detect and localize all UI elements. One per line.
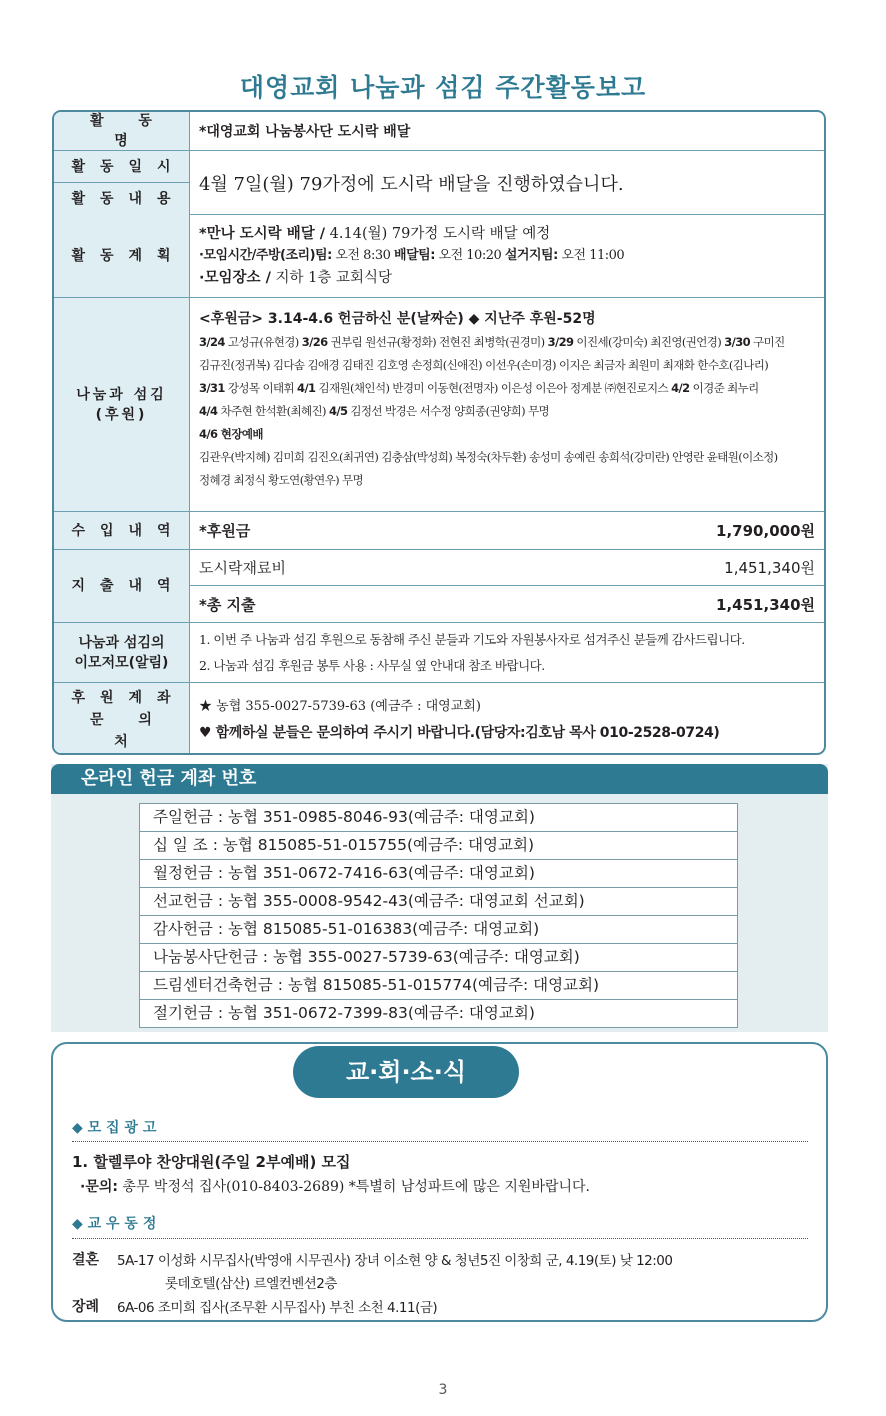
donors-header: <후원금> 3.14-4.6 헌금하신 분(날짜순) ◆ 지난주 후원-52명 <box>199 311 596 327</box>
plan-place-text: 지하 1층 교회식당 <box>270 270 392 286</box>
donor-names: 이진세(강미숙) 최진영(권언경) <box>573 335 725 349</box>
expense-total-amount: 1,451,340원 <box>716 596 815 614</box>
plan-delivery-label: 배달팀: <box>394 248 435 263</box>
activity-date-label: 활동일시 <box>54 151 190 183</box>
plan-line1-bold: *만나 도시락 배달 / <box>199 226 326 242</box>
account-item: 나눔봉사단헌금 : 농협 355-0027-5739-63(예금주: 대영교회) <box>140 944 737 972</box>
donor-names: 김재원(채인석) 반경미 이동현(전명자) 이은성 이은아 정계분 ㈜현진로지스 <box>315 381 672 395</box>
account-content <box>190 683 824 755</box>
page-number: 3 <box>438 1382 448 1398</box>
donor-names: 차주현 한석환(최혜진) <box>217 404 329 418</box>
donor-date: 4/1 <box>297 381 316 395</box>
activity-plan-value <box>190 215 824 297</box>
sharing-label-line1: 나눔과 섬김 <box>76 386 167 403</box>
donors-content <box>190 298 824 511</box>
activity-plan-label: 활동계획 <box>54 215 190 297</box>
notice-row <box>54 623 824 683</box>
notice-label <box>54 623 190 682</box>
donor-names: 김정선 박경은 서수정 양희종(권양희) 무명 <box>347 404 550 418</box>
online-offering-heading: 온라인 헌금 계좌 번호 <box>51 764 828 794</box>
section-divider <box>72 1141 808 1142</box>
recruit-section-title: ◆ 모 집 광 고 <box>72 1120 157 1136</box>
expense-total <box>190 586 824 623</box>
plan-meeting-time: 오전 8:30 <box>331 248 395 263</box>
expense-item-amount: 1,451,340원 <box>724 559 815 577</box>
plan-line1-text: 4.14(월) 79가정 도시락 배달 예정 <box>325 226 551 242</box>
expense-total-label: *총 지출 <box>199 596 256 614</box>
donor-names: 구미진 <box>750 335 785 349</box>
activity-report-table <box>52 110 826 755</box>
activity-date-row <box>54 151 824 215</box>
expense-label: 지출내역 <box>54 550 190 622</box>
donor-date: 4/6 현장예배 <box>199 427 263 441</box>
page-title: 대영교회 나눔과 섬김 주간활동보고 <box>239 73 647 102</box>
sharing-label <box>54 298 190 511</box>
account-item: 절기헌금 : 농협 351-0672-7399-83(예금주: 대영교회) <box>153 1004 535 1022</box>
donors-row <box>54 298 824 512</box>
account-item: 십 일 조 : 농협 815085-51-015755(예금주: 대영교회) <box>140 832 737 860</box>
activity-name-value: *대영교회 나눔봉사단 도시락 배달 <box>199 124 411 140</box>
donor-list <box>199 331 815 492</box>
income-label: 수입내역 <box>54 512 190 549</box>
activity-plan-row <box>54 215 824 298</box>
expense-item-label: 도시락재료비 <box>199 559 286 577</box>
church-news-heading: 교·회·소·식 <box>293 1046 519 1098</box>
recruit-inquiry-label: ·문의: <box>80 1179 118 1195</box>
donor-names: 권부림 원선규(황정화) 전현진 최병학(권경미) <box>327 335 548 349</box>
account-item: 주일헌금 : 농협 351-0985-8046-93(예금주: 대영교회) <box>140 804 737 832</box>
donor-date: 3/24 <box>199 335 225 349</box>
members-section-title: ◆ 교 우 동 정 <box>72 1216 157 1232</box>
expense-row <box>54 550 824 623</box>
account-label-line1: 후원계좌 <box>71 690 186 706</box>
notice-label-line2: 이모저모(알림) <box>74 654 169 671</box>
donor-line <box>199 469 815 492</box>
plan-dishes-time: 오전 11:00 <box>557 248 625 263</box>
recruit-title: 1. 할렐루야 찬양대원(주일 2부예배) 모집 <box>72 1153 351 1171</box>
donor-names: 김관우(박지혜) 김미희 김진오(최귀연) 김충삼(박성희) 복정숙(차두환) 송성미 송예린 송희석(강미란) 안영란 윤태원(이소정) <box>199 450 778 464</box>
donor-line <box>199 423 815 446</box>
activity-content-value: 4월 7일(월) 79가정에 도시락 배달을 진행하였습니다. <box>199 173 624 195</box>
sharing-label-line2: (후원) <box>95 406 148 423</box>
plan-delivery-time: 오전 10:20 <box>434 248 505 263</box>
activity-content-label: 활동내용 <box>54 183 190 215</box>
wedding-label: 결혼 <box>72 1252 100 1268</box>
donor-names: 이경준 최누리 <box>689 381 759 395</box>
donor-names: 정혜경 최정식 황도연(황연우) 무명 <box>199 473 364 487</box>
account-row <box>54 683 824 755</box>
donor-date: 3/26 <box>301 335 328 349</box>
donor-line <box>199 331 815 354</box>
wedding-place: 롯데호텔(삼산) 르엘컨벤션2층 <box>165 1276 337 1292</box>
donor-date: 4/4 <box>199 404 218 418</box>
donor-names: 고성규(유현경) <box>224 335 302 349</box>
notice-label-line1: 나눔과 섬김의 <box>78 634 165 651</box>
account-item: 감사헌금 : 농협 815085-51-016383(예금주: 대영교회) <box>140 916 737 944</box>
account-item: 드림센터건축헌금 : 농협 815085-51-015774(예금주: 대영교회) <box>140 972 737 1000</box>
plan-dishes-label: 설거지팀: <box>504 248 558 263</box>
activity-name-label: 활 동 명 <box>54 112 190 150</box>
section-divider <box>72 1238 808 1239</box>
account-label <box>54 683 190 755</box>
donor-names: 김규진(정귀복) 김다솜 김애경 김태진 김호영 손정희(신애진) 이선우(손미경) 이지은 최금자 최원미 최재화 한수호(김나리) <box>199 358 769 372</box>
funeral-text: 6A-06 조미희 집사(조무환 시무집사) 부친 소천 4.11(금) <box>117 1300 438 1316</box>
activity-name-row <box>54 112 824 151</box>
donor-names: 강성목 이태휘 <box>224 381 298 395</box>
notice-content <box>190 623 824 682</box>
donor-date: 4/2 <box>671 381 690 395</box>
income-row <box>54 512 824 550</box>
income-amount: 1,790,000원 <box>716 522 815 540</box>
notice-item: 2. 나눔과 섬김 후원금 봉투 사용 : 사무실 옆 안내대 참조 바랍니다. <box>199 657 545 673</box>
account-item: 월정헌금 : 농협 351-0672-7416-63(예금주: 대영교회) <box>140 860 737 888</box>
recruit-inquiry-text: 총무 박정석 집사(010-8403-2689) *특별히 남성파트에 많은 지원바랍니다. <box>117 1179 590 1195</box>
plan-meeting-label: ·모임시간/주방(조리)팀: <box>199 248 332 263</box>
expense-item <box>190 550 824 586</box>
account-number: ★ 농협 355-0027-5739-63 (예금주 : 대영교회) <box>199 699 481 714</box>
account-item: 선교헌금 : 농협 355-0008-9542-43(예금주: 대영교회 선교회) <box>140 888 737 916</box>
donor-line <box>199 446 815 469</box>
donor-date: 3/31 <box>199 381 225 395</box>
funeral-label: 장례 <box>72 1299 100 1315</box>
notice-item: 1. 이번 주 나눔과 섬김 후원으로 동참해 주신 분들과 기도와 자원봉사자로 섬겨주신 분들께 감사드립니다. <box>199 631 745 647</box>
donor-date: 3/29 <box>547 335 574 349</box>
donor-date: 4/5 <box>328 404 348 418</box>
donor-line <box>199 354 815 377</box>
online-account-table <box>139 803 738 1028</box>
income-item-label: *후원금 <box>199 522 251 540</box>
account-label-line2: 문 의 처 <box>90 712 167 750</box>
donor-date: 3/30 <box>724 335 751 349</box>
income-content <box>190 512 824 549</box>
donor-line <box>199 400 815 423</box>
donor-line <box>199 377 815 400</box>
contact-info: ♥ 함께하실 분들은 문의하여 주시기 바랍니다.(담당자:김호남 목사 010-2528-0724) <box>199 725 720 741</box>
wedding-text: 5A-17 이성화 시무집사(박영애 시무권사) 장녀 이소현 양 & 청년5진 이창희 군, 4.19(토) 낮 12:00 <box>117 1253 673 1269</box>
plan-place-label: ·모임장소 / <box>199 270 271 286</box>
